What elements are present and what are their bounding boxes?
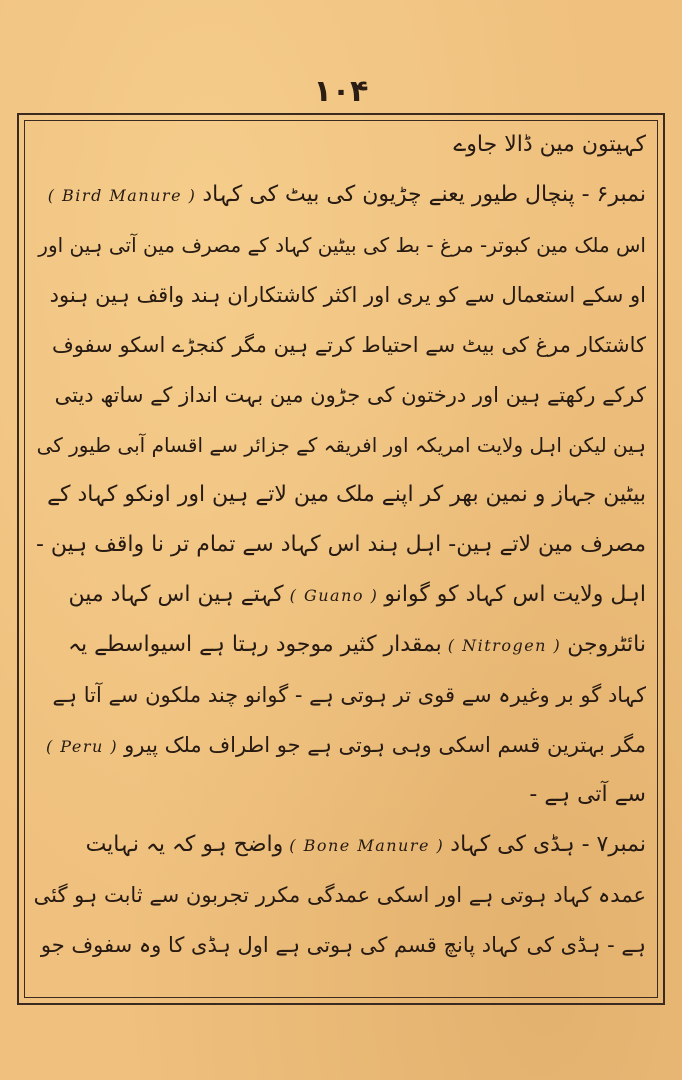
english-term: ( Bird Manure ): [47, 186, 197, 205]
text-line: عمدہ کہاد ہوتی ہے اور اسکی عمدگی مکرر تجربون سے ثابت ہو گئی: [33, 883, 646, 907]
page-body: [34, 120, 646, 970]
text-line: مگر بہترین قسم اسکی وہی ہوتی ہے جو اطراف ملک پیرو( Peru ): [34, 720, 646, 770]
text-line: نمبر۷ - ہڈی کی کہاد( Bone Manure )واضح ہو کہ یہ نہایت: [34, 820, 646, 870]
text-line: کہیتون مین ڈالا جاوے: [453, 132, 646, 157]
text-line: اس ملک مین کبوتر- مرغ - بط کی بیٹین کہاد کے مصرف مین آتی ہین اور: [38, 233, 646, 257]
text-line: کہاد گو بر وغیرہ سے قوی تر ہوتی ہے - گوانو چند ملکون سے آتا ہے: [52, 683, 646, 707]
text-line: کرکے رکھتے ہین اور درختون کی جڑون مین بہت انداز کے ساتھ دیتی: [54, 383, 646, 407]
text-line: اہل ولایت اس کہاد کو گوانو( Guano )کہتے ہین اس کہاد مین: [34, 570, 646, 620]
text-line: ہے - ہڈی کی کہاد پانچ قسم کی ہوتی ہے اول ہڈی کا وہ سفوف جو: [40, 933, 646, 957]
english-term: ( Guano ): [289, 586, 379, 605]
text-line: مصرف مین لاتے ہین- اہل ہند اس کہاد سے تمام تر نا واقف ہین -: [35, 532, 646, 557]
english-term: ( Peru ): [45, 737, 119, 756]
text-line: نائٹروجن( Nitrogen )بمقدار کثیر موجود رہتا ہے اسیواسطے یہ: [34, 620, 646, 670]
text-line: سے آتی ہے -: [529, 782, 646, 807]
english-term: ( Bone Manure ): [289, 836, 445, 855]
text-line: او سکے استعمال سے کو یری اور اکثر کاشتکاران ہند واقف ہین ہنود: [49, 283, 646, 307]
page-number: ۱۰۴: [313, 74, 369, 109]
text-line: بیٹین جہاز و نمین بھر کر اپنے ملک مین لاتے ہین اور اونکو کہاد کے: [47, 482, 646, 507]
text-line: ہین لیکن اہل ولایت امریکہ اور افریقہ کے جزائر سے اقسام آبی طیور کی: [36, 433, 646, 457]
text-line: نمبر۶ - پنچال طیور یعنے چڑیون کی بیٹ کی کہاد( Bird Manure ): [34, 170, 646, 220]
text-line: کاشتکار مرغ کی بیٹ سے احتیاط کرتے ہین مگر کنجڑے اسکو سفوف: [51, 333, 646, 357]
english-term: ( Nitrogen ): [447, 636, 562, 655]
